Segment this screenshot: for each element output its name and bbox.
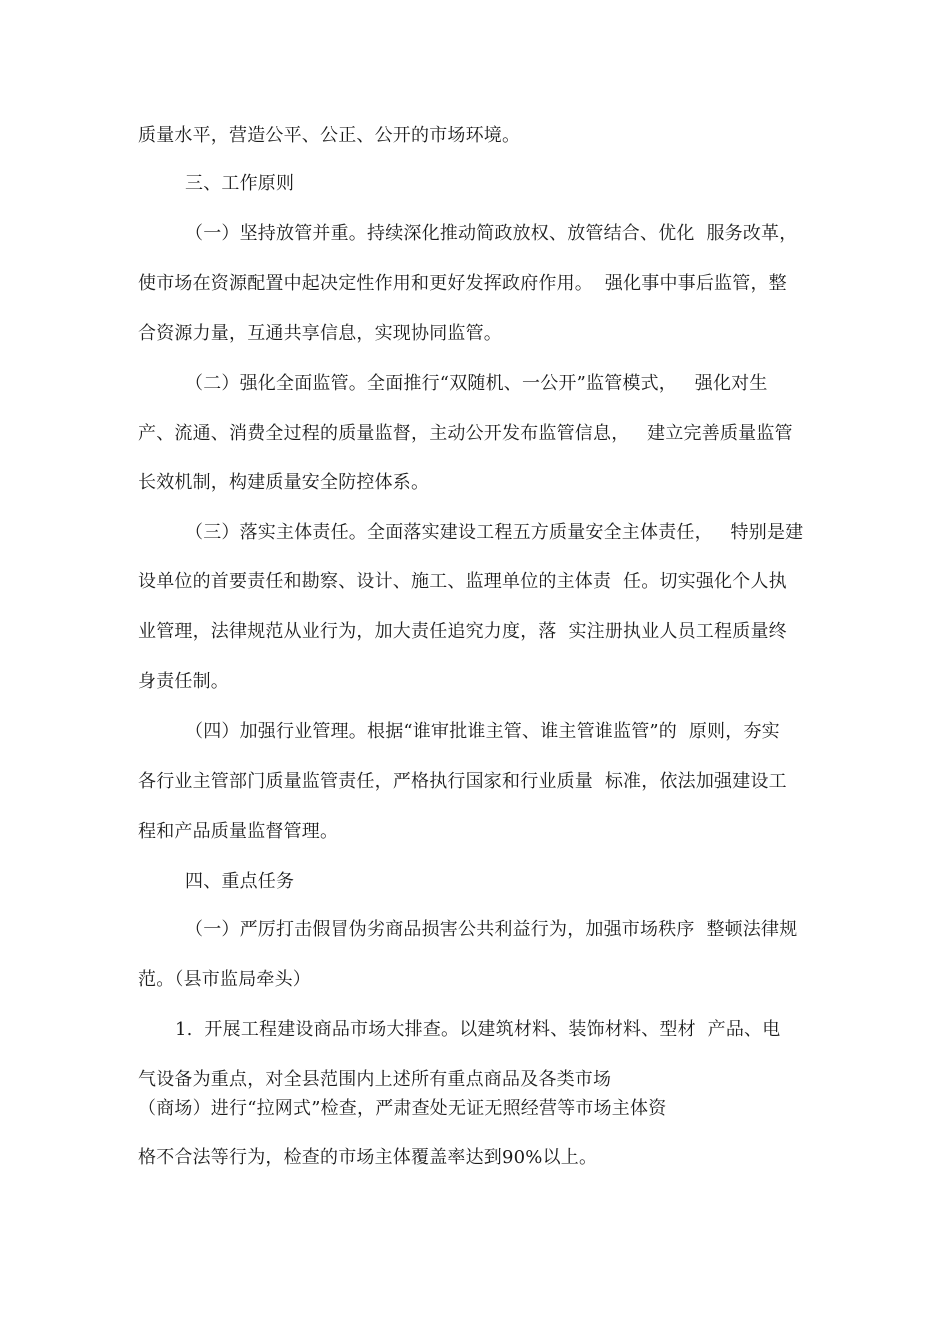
paragraph-line: 使市场在资源配置中起决定性作用和更好发挥政府作用。 强化事中事后监管，整 bbox=[138, 273, 787, 294]
paragraph-line: （四）加强行业管理。根据“谁审批谁主管、谁主管谁监管”的 原则，夯实 bbox=[185, 721, 780, 742]
paragraph-line: 格不合法等行为，检查的市场主体覆盖率达到90%以上。 bbox=[138, 1147, 598, 1168]
paragraph-line: （商场）进行“拉网式”检查，严肃查处无证无照经营等市场主体资 bbox=[138, 1098, 667, 1119]
paragraph-line: 范。（县市监局牵头） bbox=[138, 969, 311, 990]
paragraph-line: （一）严厉打击假冒伪劣商品损害公共利益行为，加强市场秩序 整顿法律规 bbox=[185, 919, 798, 940]
paragraph-line: 质量水平，营造公平、公正、公开的市场环境。 bbox=[138, 125, 521, 146]
numbered-item-line: 1. 开展工程建设商品市场大排查。以建筑材料、装饰材料、型材 产品、电 bbox=[175, 1019, 781, 1040]
paragraph-line: （三）落实主体责任。全面落实建设工程五方质量安全主体责任， 特别是建 bbox=[185, 522, 804, 543]
paragraph-line: 产、流通、消费全过程的质量监督，主动公开发布监管信息， 建立完善质量监管 bbox=[138, 423, 793, 444]
section-heading-key-tasks: 四、重点任务 bbox=[185, 871, 295, 892]
paragraph-line: （一）坚持放管并重。持续深化推动简政放权、放管结合、优化 服务改革， bbox=[185, 223, 798, 244]
paragraph-line: 程和产品质量监督管理。 bbox=[138, 821, 339, 842]
paragraph-line: 业管理，法律规范从业行为，加大责任追究力度，落 实注册执业人员工程质量终 bbox=[138, 621, 787, 642]
paragraph-line: 长效机制，构建质量安全防控体系。 bbox=[138, 472, 430, 493]
paragraph-line: 身责任制。 bbox=[138, 671, 229, 692]
paragraph-line: （二）强化全面监管。全面推行“双随机、一公开”监管模式， 强化对生 bbox=[185, 373, 768, 394]
paragraph-line: 气设备为重点，对全县范围内上述所有重点商品及各类市场 bbox=[138, 1069, 612, 1090]
paragraph-line: 合资源力量，互通共享信息，实现协同监管。 bbox=[138, 323, 502, 344]
paragraph-line: 设单位的首要责任和勘察、设计、施工、监理单位的主体责 任。切实强化个人执 bbox=[138, 571, 787, 592]
section-heading-principles: 三、工作原则 bbox=[185, 173, 295, 194]
paragraph-line: 各行业主管部门质量监管责任，严格执行国家和行业质量 标准，依法加强建设工 bbox=[138, 771, 787, 792]
